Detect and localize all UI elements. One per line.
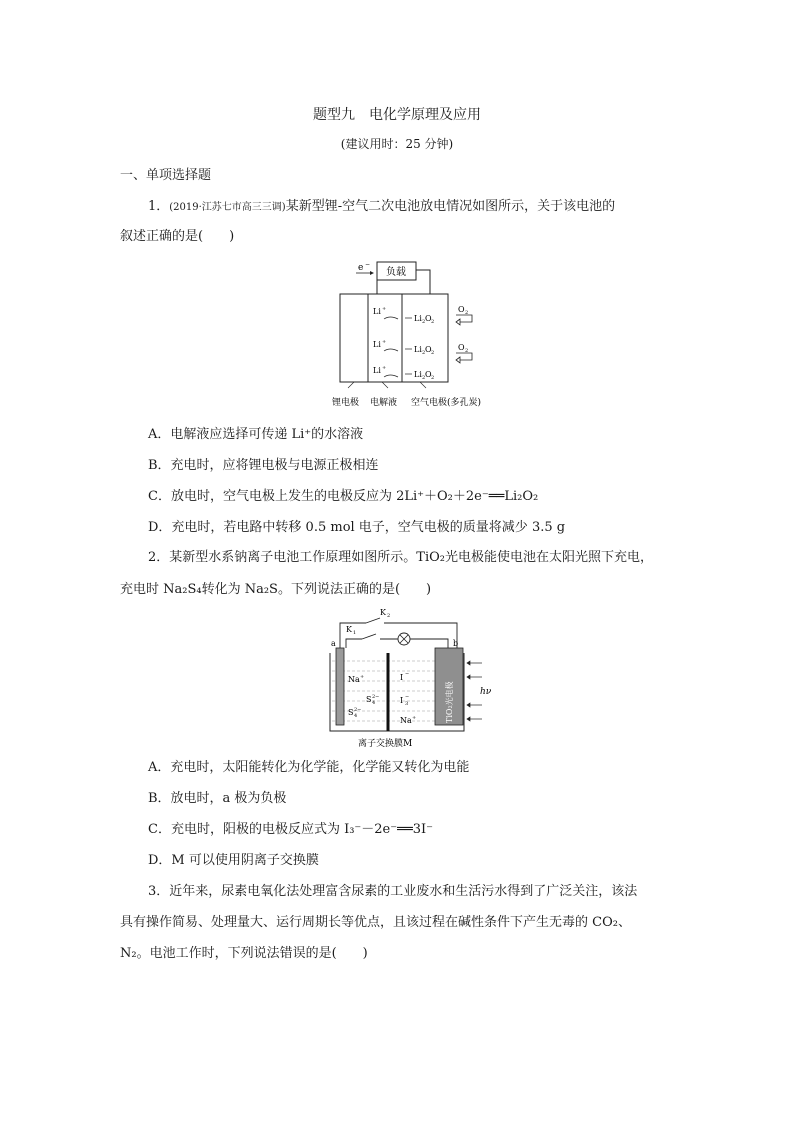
svg-text:2: 2 (422, 350, 426, 356)
switch-k2 (366, 618, 380, 623)
svg-text:−: − (405, 694, 410, 700)
svg-text:O: O (425, 345, 432, 354)
svg-text:2: 2 (465, 348, 469, 354)
svg-text:2−: 2− (372, 694, 380, 700)
svg-text:O: O (425, 314, 432, 323)
q3-stem-line2: 具有操作简易、处理量大、运行周期长等优点，且该过程在碱性条件下产生无毒的 CO₂、 (120, 915, 631, 930)
svg-text:−: − (405, 671, 410, 677)
svg-text:O: O (458, 305, 465, 314)
q2-option-c: C．充电时，阳极的电极反应式为 I₃⁻－2e⁻══3I⁻ (148, 822, 434, 837)
li-ion-row-2 (373, 339, 434, 356)
q1-option-b: B．充电时，应将锂电极与电源正极相连 (148, 458, 379, 473)
svg-text:2: 2 (465, 310, 469, 316)
label-electrolyte: 电解液 (370, 398, 398, 408)
svg-text:Li: Li (414, 370, 422, 379)
electrode-a (336, 648, 344, 725)
k1-label: K (346, 625, 352, 634)
svg-text:−: − (365, 261, 371, 268)
label-li-electrode: 锂电极 (332, 398, 360, 408)
svg-text:2−: 2− (354, 707, 362, 713)
q2-option-d: D．M 可以使用阴离子交换膜 (148, 853, 319, 868)
switch-k1 (362, 634, 376, 639)
q1-source: (2019·江苏七市高三三调) (169, 202, 286, 213)
svg-text:Li: Li (373, 307, 381, 316)
svg-text:+: + (412, 715, 417, 721)
na-plus-right: Na (400, 716, 412, 725)
svg-text:4: 4 (354, 713, 358, 719)
svg-text:O: O (458, 343, 465, 352)
q1-option-c: C．放电时，空气电极上发生的电极反应为 2Li⁺＋O₂＋2e⁻══Li₂O₂ (148, 489, 539, 504)
k2-label: K (380, 608, 386, 617)
label-air-electrode: 空气电极(多孔炭) (411, 398, 482, 408)
svg-text:2: 2 (431, 319, 435, 325)
svg-text:1: 1 (353, 630, 357, 636)
svg-text:Li: Li (373, 366, 381, 375)
li-ion-row-1 (373, 306, 434, 325)
s-left: S (348, 708, 354, 717)
svg-text:4: 4 (372, 700, 376, 706)
membrane-label: 离子交换膜M (358, 739, 413, 749)
svg-text:Li: Li (414, 345, 422, 354)
tio2-electrode-label: TiO₂光电极 (445, 681, 454, 723)
q3-stem-line1: 3．近年来，尿素电氧化法处理富含尿素的工业废水和生活污水得到了广泛关注，该法 (148, 884, 638, 899)
svg-text:+: + (382, 339, 387, 345)
triiodide: I (400, 696, 404, 705)
q1-battery-diagram (330, 258, 490, 413)
iodide: I (400, 673, 404, 682)
electron-label: e (358, 263, 364, 273)
page-title: 题型九 电化学原理及应用 (313, 107, 481, 123)
svg-text:2: 2 (387, 613, 391, 619)
light-hv-label: hν (480, 687, 492, 697)
oxygen-inlet-2 (456, 343, 472, 363)
q2-stem-line1: 2．某新型水系钠离子电池工作原理如图所示。TiO₂光电极能使电池在太阳光照下充电， (148, 550, 653, 565)
q3-stem-line3: N₂。电池工作时，下列说法错误的是( ) (120, 946, 368, 961)
svg-text:3: 3 (405, 701, 409, 707)
q1-number: 1． (148, 199, 170, 214)
svg-text:+: + (382, 365, 387, 371)
oxygen-inlet-1 (456, 305, 472, 325)
q1-stem-text: 某新型锂-空气二次电池放电情况如图所示，关于该电池的 (285, 199, 616, 214)
q2-battery-diagram (322, 605, 497, 750)
section-heading: 一、单项选择题 (120, 168, 212, 183)
svg-text:Li: Li (414, 314, 422, 323)
q1-stem-line2: 叙述正确的是( ) (120, 229, 235, 244)
svg-text:+: + (382, 306, 387, 312)
q1-stem-line1 (148, 197, 708, 218)
q1-option-d: D．充电时，若电路中转移 0.5 mol 电子，空气电极的质量将减少 3.5 g (148, 520, 566, 535)
svg-text:O: O (425, 370, 432, 379)
svg-text:+: + (360, 674, 365, 680)
q1-option-a: A．电解液应选择可传递 Li⁺的水溶液 (148, 427, 364, 442)
svg-text:Li: Li (373, 340, 381, 349)
q2-option-b: B．放电时，a 极为负极 (148, 791, 287, 806)
li-ion-row-3 (373, 365, 434, 381)
electrode-b-label: b (453, 639, 459, 648)
load-label: 负载 (386, 267, 406, 278)
cell-body (340, 294, 448, 382)
svg-text:2: 2 (431, 375, 435, 381)
svg-text:2: 2 (422, 375, 426, 381)
time-suggestion: (建议用时：25 分钟) (340, 137, 454, 151)
q2-option-a: A．充电时，太阳能转化为化学能，化学能又转化为电能 (148, 760, 470, 775)
svg-text:2: 2 (431, 350, 435, 356)
na-plus-left: Na (348, 675, 360, 684)
electrode-a-label: a (331, 639, 336, 648)
s-middle: S (366, 695, 372, 704)
svg-text:2: 2 (422, 319, 426, 325)
q2-stem-line2: 充电时 Na₂S₄转化为 Na₂S。下列说法正确的是( ) (120, 582, 432, 597)
